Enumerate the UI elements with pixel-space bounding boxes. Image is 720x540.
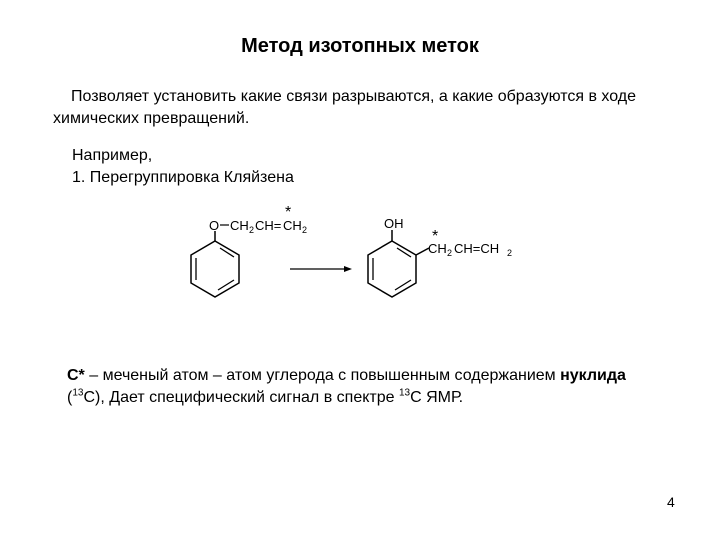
note-term-c-star: C* bbox=[67, 367, 85, 384]
reactant-subscript-b: 2 bbox=[302, 225, 308, 235]
note-text-4: C ЯМР. bbox=[410, 389, 464, 406]
reaction-arrow-head bbox=[344, 266, 352, 272]
reaction-arrow bbox=[290, 266, 352, 272]
reactant-ch-double: CH= bbox=[255, 218, 282, 233]
reactant-subscript-a: 2 bbox=[249, 225, 255, 235]
reactant-benzene-ring bbox=[191, 241, 239, 297]
product-subscript-a: 2 bbox=[447, 248, 453, 258]
note-text-1: – меченый атом – атом углерода с повышенным содержанием bbox=[84, 367, 561, 384]
product-structure bbox=[368, 216, 512, 297]
reactant-structure bbox=[191, 204, 307, 297]
claisen-rearrangement-scheme bbox=[0, 195, 720, 315]
product-ring-double-bond bbox=[395, 280, 411, 290]
slide-title: Метод изотопных меток bbox=[241, 35, 479, 57]
labeled-atom-note bbox=[67, 365, 667, 409]
reactant-ring-double-bond bbox=[218, 280, 234, 290]
page-number: 4 bbox=[667, 494, 675, 510]
note-isotope-superscript-1: 13 bbox=[72, 387, 84, 399]
example-item: 1. Перегруппировка Кляйзена bbox=[72, 169, 294, 186]
product-subscript-b: 2 bbox=[507, 248, 513, 258]
example-block bbox=[72, 145, 294, 189]
example-lead: Например, bbox=[72, 147, 153, 164]
note-text-2: ( bbox=[67, 389, 73, 406]
intro-paragraph: Позволяет установить какие связи разрываются, а какие образуются в ходе химических превращений. bbox=[53, 88, 637, 127]
product-label-star: * bbox=[432, 228, 439, 245]
product-benzene-ring bbox=[368, 241, 416, 297]
reactant-ch2-b: CH bbox=[283, 218, 302, 233]
note-text-3: C), Дает специфический сигнал в спектре bbox=[83, 389, 399, 406]
product-ring-double-bond bbox=[397, 248, 411, 257]
reactant-label-star: * bbox=[285, 204, 292, 221]
product-hydroxyl-group: OH bbox=[384, 216, 404, 231]
reactant-ring-double-bond bbox=[220, 248, 234, 257]
note-term-nuclide: нуклида bbox=[560, 367, 626, 384]
product-ch-double: CH=CH bbox=[454, 241, 500, 256]
reactant-oxygen-atom: O bbox=[209, 218, 220, 233]
note-isotope-superscript-2: 13 bbox=[398, 387, 411, 399]
reactant-ch2-a: CH bbox=[230, 218, 249, 233]
product-ch2-a: CH bbox=[428, 241, 447, 256]
